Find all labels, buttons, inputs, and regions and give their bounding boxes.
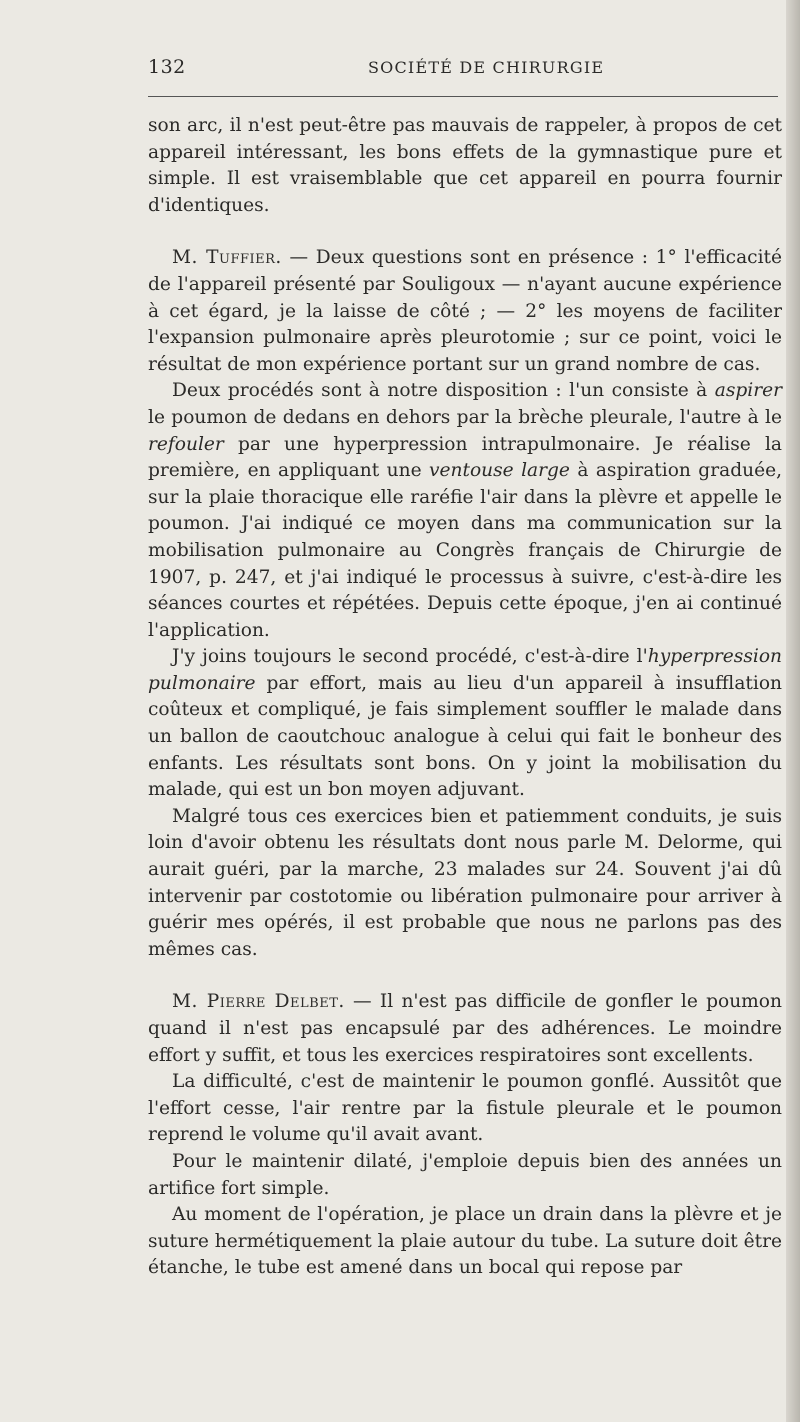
page-number: 132 (148, 56, 186, 78)
paragraph-3-part-d: à aspiration graduée, sur la plaie thoracique elle raréfie l'air dans la plèvre et appelle le poumon. J'ai indiqué ce moyen dans ma communication sur la mobilisation pulmonaire au Congrès français de Chirurgie de 1907, p. 247, et j'ai indiqué le processus à suivre, c'est-à-dire les séances courtes et répétées. Depuis cette époque, j'en ai continué l'application. (148, 460, 782, 641)
header-rule (148, 96, 778, 97)
speaker-tuffier: M. Tuffier. (172, 247, 282, 269)
paragraph-9: Au moment de l'opération, je place un drain dans la plèvre et je suture hermétiquement la plaie autour du tube. La suture doit être étanche, le tube est amené dans un bocal qui repose par (148, 1204, 782, 1279)
paragraph-3-part-a: Deux procédés sont à notre disposition : l'un consiste à (172, 380, 715, 402)
speaker-delbet: M. Pierre Delbet. (172, 991, 345, 1013)
paragraph-7: La difficulté, c'est de maintenir le poumon gonflé. Aussitôt que l'effort cesse, l'air rentre par la fistule pleurale et le poumon reprend le volume qu'il avait avant. (148, 1071, 782, 1146)
page-header (148, 52, 780, 82)
emphasis-ventouse-large: ventouse large (429, 460, 570, 482)
paragraph-3-part-c: par une hyperpression intrapulmonaire. Je réalise la première, en appliquant une (148, 433, 782, 482)
emphasis-hyperpression: hyperpression pulmonaire (148, 646, 782, 694)
paragraph-8: Pour le maintenir dilaté, j'emploie depuis bien des années un artifice fort simple. (148, 1150, 782, 1199)
paragraph-2 (148, 245, 782, 378)
paragraph-3 (148, 378, 782, 644)
page-edge (786, 0, 800, 1422)
paragraph-4 (148, 644, 782, 804)
emphasis-refouler: refouler (148, 433, 224, 455)
paragraph-6 (148, 989, 782, 1069)
paragraph-3-part-b: le poumon de dedans en dehors par la brèche pleurale, l'autre à le (148, 406, 782, 428)
body-text (148, 113, 782, 1282)
paragraph-1: son arc, il n'est peut-être pas mauvais de rappeler, à propos de cet appareil intéressant, les bons effets de la gymnastique pure et simple. Il est vraisemblable que cet appareil en pourra fournir d'identiques. (148, 115, 782, 216)
running-head: SOCIÉTÉ DE CHIRURGIE (368, 58, 605, 77)
paragraph-4-part-a: J'y joins toujours le second procédé, c'est-à-dire l' (172, 646, 648, 668)
paragraph-4-part-b: par effort, mais au lieu d'un appareil à insufflation coûteux et compliqué, je fais simplement souffler le malade dans un ballon de caoutchouc analogue à celui qui fait le bonheur des enfants. Les résultats sont bons. On y joint la mobilisation du malade, qui est un bon moyen adjuvant. (148, 672, 782, 801)
emphasis-aspirer: aspirer (714, 380, 782, 402)
paragraph-6-text: — Il n'est pas difficile de gonfler le poumon quand il n'est pas encapsulé par des adhérences. Le moindre effort y suffit, et tous les exercices respiratoires sont excellents. (148, 991, 782, 1066)
paragraph-2-text: — Deux questions sont en présence : 1° l'efficacité de l'appareil présenté par Souligoux — n'ayant aucune expérience à cet égard, je la laisse de côté ; — 2° les moyens de faciliter l'expansion pulmonaire après pleurotomie ; sur ce point, voici le résultat de mon expérience portant sur un grand nombre de cas. (148, 247, 782, 375)
paragraph-5: Malgré tous ces exercices bien et patiemment conduits, je suis loin d'avoir obtenu les résultats dont nous parle M. Delorme, qui aurait guéri, par la marche, 23 malades sur 24. Souvent j'ai dû intervenir par costotomie ou libération pulmonaire pour arriver à guérir mes opérés, il est probable que nous ne parlons pas des mêmes cas. (148, 805, 782, 960)
